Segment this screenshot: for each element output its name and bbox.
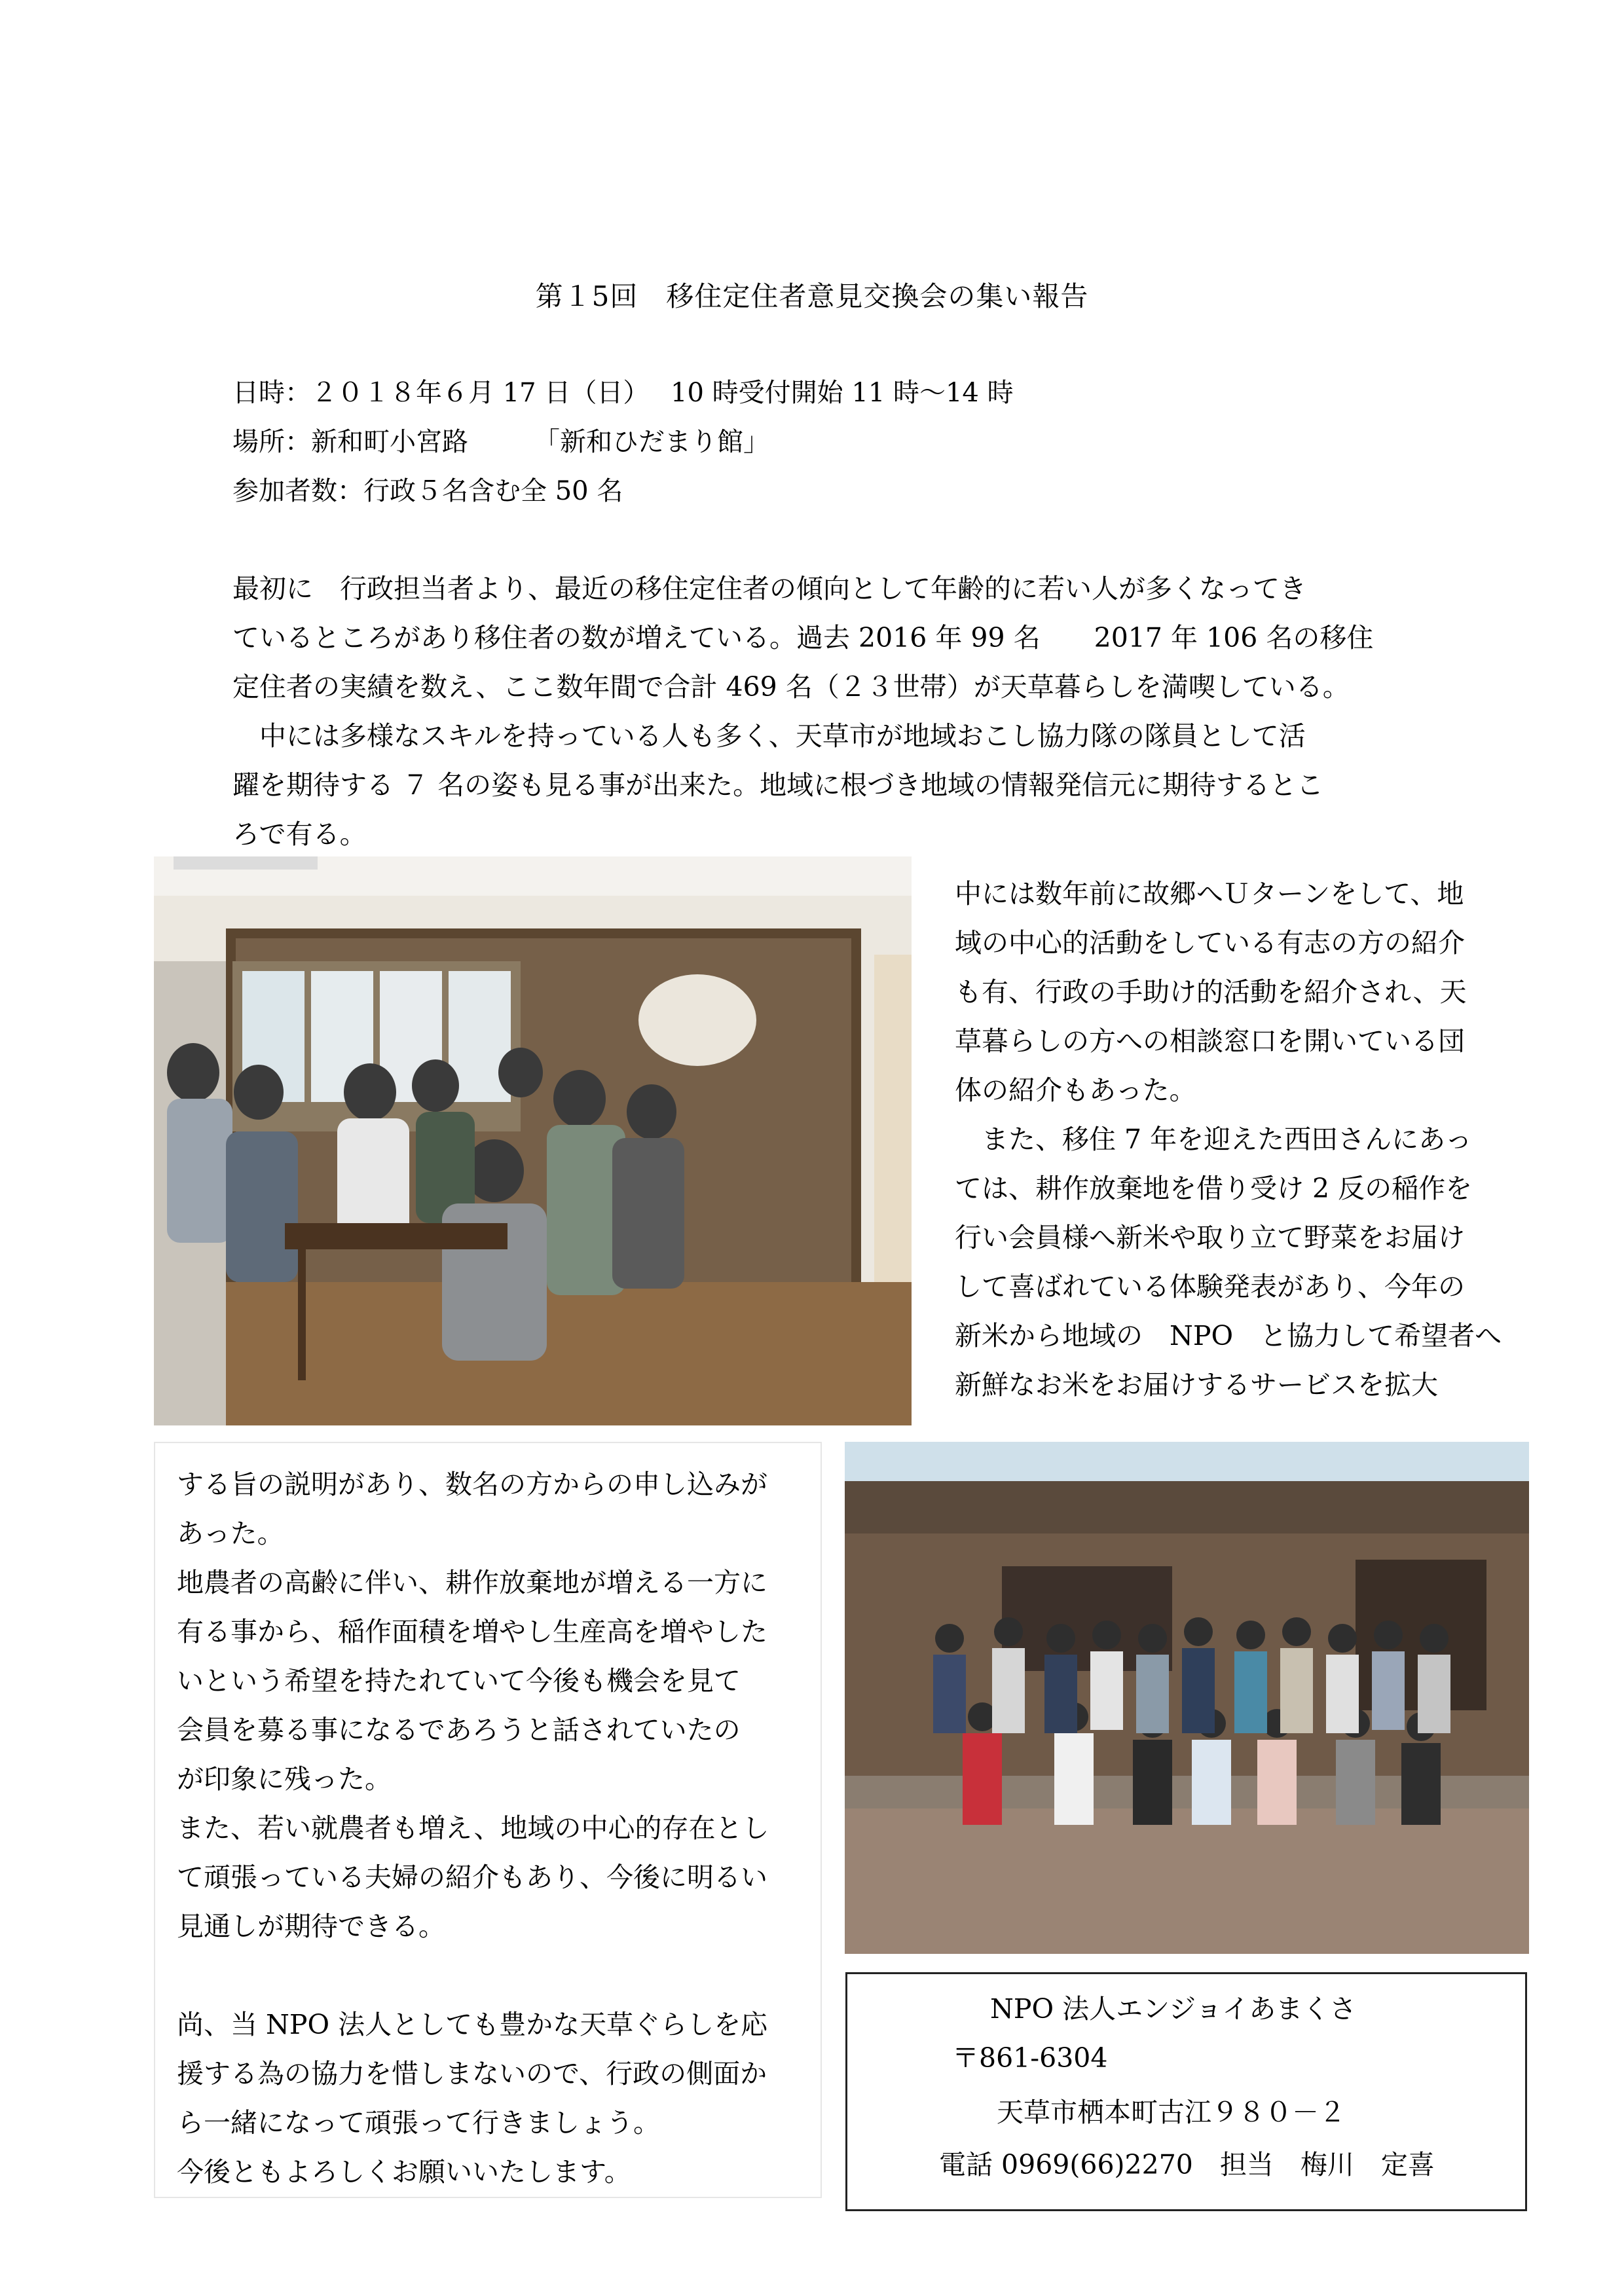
lower-line: 見通しが期待できる。 [177,1911,445,1942]
body-line: 最初に 行政担当者より、最近の移住定住者の傾向として年齢的に若い人が多くなってき [232,573,1306,604]
group-photo [845,1442,1529,1954]
event-date: 日時：２０１８年６月 17 日（日） 10 時受付開始 11 時〜14 時 [232,378,1014,408]
lower-text-box [154,1442,822,2198]
npo-address: 天草市栖本町古江９８０－２ [997,2097,1346,2128]
lower-line: 会員を募る事になるであろうと話されていたの [177,1714,741,1746]
side-line: 中には数年前に故郷へＵターンをして、地 [955,878,1464,909]
event-participants: 参加者数：行政５名含む全 50 名 [232,476,623,506]
side-line: 草暮らしの方への相談窓口を開いている団 [955,1025,1465,1057]
side-line: ては、耕作放棄地を借り受け 2 反の稲作を [955,1173,1473,1204]
body-line: ているところがあり移住者の数が増えている。過去 2016 年 99 名 2017 年 106 名の移住 [232,622,1374,653]
side-line: 新米から地域の NPO と協力して希望者へ [955,1320,1502,1351]
lower-line: 尚、当 NPO 法人としても豊かな天草ぐらしを応 [177,2009,768,2040]
body-line: 定住者の実績を数え、ここ数年間で合計 469 名（２３世帯）が天草暮らしを満喫している。 [232,671,1350,703]
side-column-text [955,870,1518,1410]
side-line: も有、行政の手助け的活動を紹介され、天 [955,976,1467,1008]
lower-line: いという希望を持たれていて今後も機会を見て [177,1665,741,1697]
side-line: 新鮮なお米をお届けするサービスを拡大 [955,1369,1438,1401]
side-line: して喜ばれている体験発表があり、今年の [955,1271,1465,1302]
side-line: 行い会員様へ新米や取り立て野菜をお届け [955,1222,1465,1253]
lower-line: て頑張っている夫婦の紹介もあり、今後に明るい [177,1862,767,1893]
lower-line: する旨の説明があり、数名の方からの申し込みが [177,1469,767,1500]
body-line: 中には多様なスキルを持っている人も多く、天草市が地域おこし協力隊の隊員として活 [232,720,1306,752]
lower-line: が印象に残った。 [177,1763,392,1795]
blank-line [177,1951,806,2000]
body-text [232,564,1405,859]
npo-postal-code: 〒861-6304 [952,2042,1108,2074]
lower-line: 援する為の協力を惜しまないので、行政の側面か [177,2058,767,2089]
meeting-room-photo [154,856,912,1425]
page-title: 第１5回 移住定住者意見交換会の集い報告 [535,280,1089,312]
npo-name: NPO 法人エンジョイあまくさ [990,1993,1357,2025]
lower-line: ら一緒になって頑張って行きましょう。 [177,2107,660,2139]
side-line: また、移住 7 年を迎えた西田さんにあっ [955,1124,1472,1155]
body-line: ろで有る。 [232,818,367,850]
lower-line: また、若い就農者も増え、地域の中心的存在とし [177,1812,769,1844]
body-line: 躍を期待する ７ 名の姿も見る事が出来た。地域に根づき地域の情報発信元に期待するとこ [232,769,1324,801]
lower-line: 有る事から、稲作面積を増やし生産高を増やした [177,1616,767,1647]
side-line: 体の紹介もあった。 [955,1074,1196,1106]
npo-contact: 電話 0969(66)2270 担当 梅川 定喜 [939,2149,1435,2180]
lower-line: あった。 [177,1518,284,1549]
lower-line: 今後ともよろしくお願いいたします。 [177,2156,631,2188]
lower-line: 地農者の高齢に伴い、耕作放棄地が増える一方に [177,1567,767,1598]
side-line: 域の中心的活動をしている有志の方の紹介 [955,927,1465,959]
event-place: 場所：新和町小宮路 「新和ひだまり館」 [232,427,769,457]
npo-contact-box [845,1972,1527,2211]
